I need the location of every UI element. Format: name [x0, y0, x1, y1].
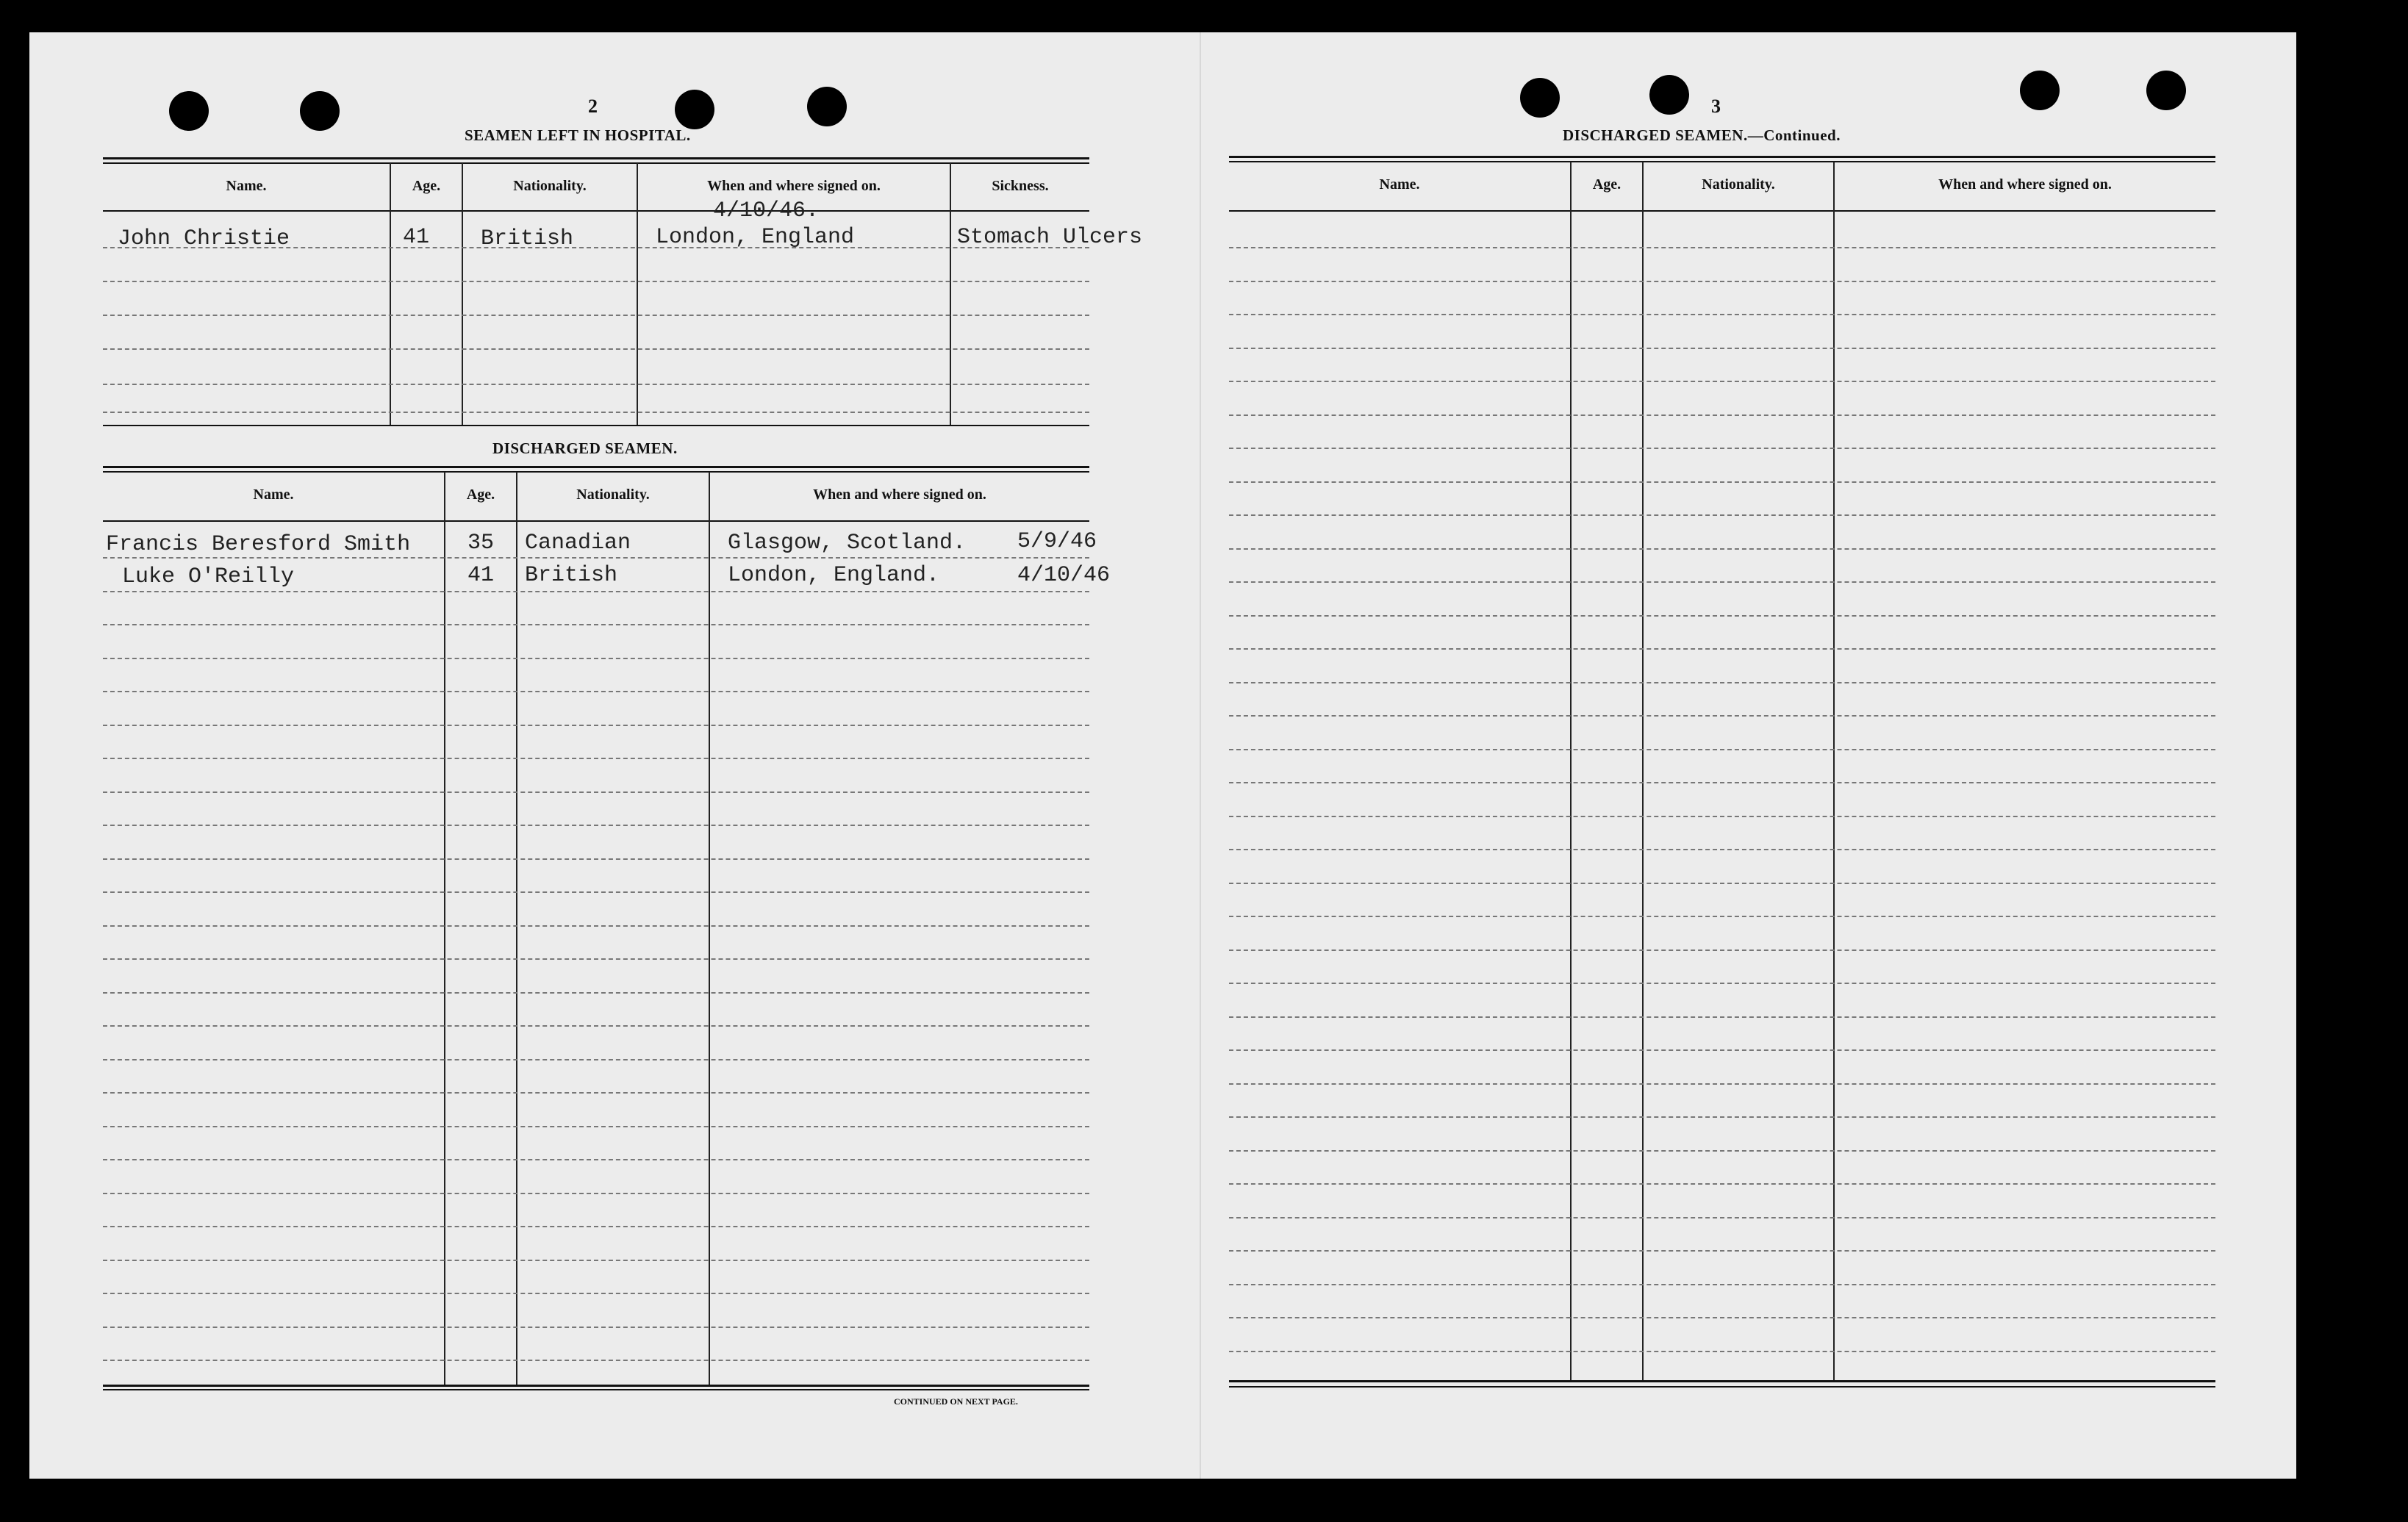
hospital-header-name: Name.: [226, 178, 267, 194]
ruled-line: [1229, 849, 2215, 850]
ruled-line: [103, 691, 1089, 692]
column-divider: [1570, 162, 1572, 1382]
ruled-line: [1229, 883, 2215, 884]
column-divider: [709, 472, 710, 1386]
discharged-row-age: 35: [467, 531, 495, 556]
ruled-line: [103, 858, 1089, 860]
ruled-line: [103, 591, 1089, 592]
ruled-line: [1229, 1183, 2215, 1185]
ruled-line: [103, 1092, 1089, 1094]
discharged-header-age: Age.: [466, 487, 495, 503]
ruled-line: [103, 1226, 1089, 1227]
ruled-line: [1229, 414, 2215, 416]
ruled-line: [1229, 281, 2215, 282]
ruled-line: [1229, 481, 2215, 483]
ruled-line: [103, 1327, 1089, 1328]
ruled-line: [103, 1025, 1089, 1027]
ruled-line: [1229, 1317, 2215, 1318]
continued-note: CONTINUED ON NEXT PAGE.: [894, 1396, 1018, 1407]
discharged-row-place: London, England.: [728, 563, 940, 588]
ruled-line: [103, 1293, 1089, 1294]
discharged-row-nationality: Canadian: [525, 531, 631, 556]
column-divider: [950, 163, 951, 426]
column-divider: [444, 472, 445, 1386]
ruled-line: [103, 1126, 1089, 1127]
hospital-top-rule: [103, 157, 1089, 159]
ruled-line: [1229, 1083, 2215, 1085]
discharged-row-name: Luke O'Reilly: [122, 564, 295, 589]
hospital-row-name: John Christie: [118, 226, 290, 251]
ruled-line: [103, 1159, 1089, 1160]
discharged-row-date: 4/10/46: [1017, 563, 1111, 588]
ruled-line: [1229, 1016, 2215, 1018]
hospital-row-age: 41: [403, 225, 430, 250]
ruled-line: [103, 725, 1089, 726]
hospital-row-place: London, England: [656, 225, 855, 250]
ruled-line: [103, 624, 1089, 625]
ruled-line: [1229, 1150, 2215, 1152]
ruled-line: [1229, 581, 2215, 583]
hospital-section-title: SEAMEN LEFT IN HOSPITAL.: [465, 126, 691, 144]
ruled-line: [1229, 615, 2215, 617]
hospital-header-nationality: Nationality.: [513, 178, 587, 194]
column-divider: [516, 472, 517, 1386]
hospital-bottom-rule: [103, 425, 1089, 426]
ruled-line: [1229, 348, 2215, 349]
column-divider: [390, 163, 391, 426]
ruled-line: [103, 891, 1089, 893]
discharged-row-nationality: British: [525, 563, 618, 588]
ruled-line: [1229, 950, 2215, 951]
ruled-line: [103, 1193, 1089, 1194]
right-header-nationality: Nationality.: [1702, 176, 1775, 193]
right-bottom-rule: [1229, 1380, 2215, 1382]
ruled-line: [1229, 548, 2215, 550]
discharged-row-date: 5/9/46: [1017, 529, 1097, 554]
discharged-row-place: Glasgow, Scotland.: [728, 531, 967, 556]
ruled-line: [1229, 1217, 2215, 1218]
ruled-line: [1229, 1250, 2215, 1252]
discharged-row-name: Francis Beresford Smith: [106, 532, 411, 557]
ruled-line: [1229, 916, 2215, 917]
punch-hole: [1649, 75, 1689, 115]
ruled-line: [103, 1260, 1089, 1261]
document-sheet: [29, 32, 2296, 1479]
ruled-line: [1229, 1284, 2215, 1285]
hospital-row-nationality: British: [481, 226, 574, 251]
punch-hole: [2020, 71, 2060, 110]
column-divider: [1833, 162, 1835, 1382]
ruled-line: [1229, 514, 2215, 516]
right-header-age: Age.: [1592, 176, 1622, 193]
ruled-line: [1229, 1351, 2215, 1352]
ruled-line: [1229, 782, 2215, 783]
ruled-line: [103, 758, 1089, 759]
ruled-line: [1229, 1116, 2215, 1118]
ruled-line: [1229, 381, 2215, 382]
right-header-name: Name.: [1379, 176, 1420, 193]
column-divider: [1642, 162, 1644, 1382]
ruled-line: [103, 958, 1089, 960]
punch-hole: [1520, 78, 1560, 118]
ruled-line: [103, 1360, 1089, 1361]
page-number-right: 3: [1711, 96, 1721, 117]
discharged-header-signed-on: When and where signed on.: [813, 487, 986, 503]
ruled-line: [1229, 816, 2215, 817]
discharged-header-name: Name.: [253, 487, 294, 503]
punch-hole: [807, 87, 847, 126]
ruled-line: [1229, 448, 2215, 449]
discharged-section-title: DISCHARGED SEAMEN.: [492, 439, 678, 457]
ruled-line: [103, 825, 1089, 826]
ruled-line: [1229, 682, 2215, 683]
page-number-left: 2: [588, 96, 598, 117]
hospital-row-sickness: Stomach Ulcers: [957, 225, 1143, 250]
ruled-line: [1229, 247, 2215, 248]
ruled-line: [1229, 648, 2215, 650]
punch-hole: [300, 91, 340, 131]
ruled-line: [103, 658, 1089, 659]
column-divider: [637, 163, 638, 426]
hospital-header-sickness: Sickness.: [992, 178, 1049, 194]
ruled-line: [1229, 749, 2215, 750]
ruled-line: [103, 1059, 1089, 1060]
discharged-row-age: 41: [467, 563, 495, 588]
right-header-signed-on: When and where signed on.: [1938, 176, 2112, 193]
hospital-header-signed-on: When and where signed on.: [707, 178, 881, 194]
right-section-title: DISCHARGED SEAMEN.—Continued.: [1563, 126, 1841, 144]
ruled-line: [1229, 983, 2215, 984]
column-divider: [462, 163, 463, 426]
discharged-header-nationality: Nationality.: [576, 487, 650, 503]
page-fold: [1200, 32, 1201, 1479]
ruled-line: [103, 992, 1089, 994]
ruled-line: [103, 557, 1089, 559]
ruled-line: [1229, 1049, 2215, 1051]
hospital-row-date: 4/10/46.: [713, 198, 820, 223]
ruled-line: [103, 791, 1089, 793]
punch-hole: [169, 91, 209, 131]
punch-hole: [675, 90, 714, 129]
ruled-line: [1229, 715, 2215, 717]
ruled-line: [103, 925, 1089, 927]
ruled-line: [1229, 314, 2215, 315]
hospital-header-age: Age.: [412, 178, 441, 194]
left-bottom-rule: [103, 1385, 1089, 1387]
punch-hole: [2146, 71, 2186, 110]
